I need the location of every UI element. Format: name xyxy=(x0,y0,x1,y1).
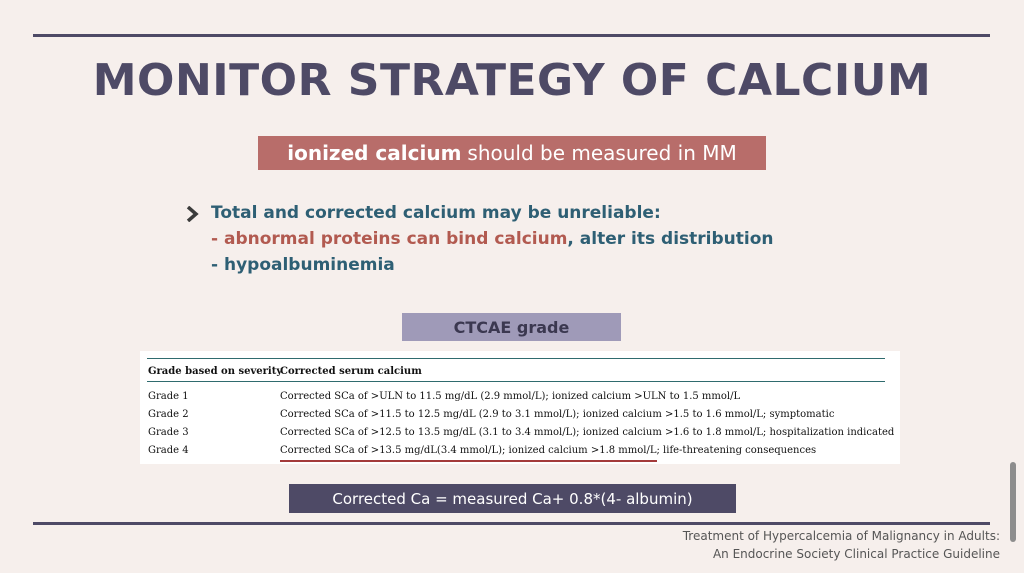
grade4-highlight-underline xyxy=(280,460,657,462)
bottom-divider xyxy=(33,522,990,525)
table-cell-calcium: Corrected SCa of >ULN to 11.5 mg/dL (2.9 mmol/L); ionized calcium >ULN to 1.5 mmol/L xyxy=(280,391,741,402)
chevron-right-icon xyxy=(185,206,201,222)
bullet-sub-proteins xyxy=(185,226,885,252)
table-row xyxy=(140,427,900,443)
bullet-list xyxy=(185,200,885,278)
bullet-main-text: Total and corrected calcium may be unreliable: xyxy=(211,203,661,223)
citation-line-2: An Endocrine Society Clinical Practice Guideline xyxy=(712,547,1000,561)
ionized-calcium-banner xyxy=(258,136,766,170)
banner-bold-text: ionized calcium xyxy=(287,141,462,165)
table-top-rule xyxy=(147,358,885,359)
table-cell-calcium: Corrected SCa of >11.5 to 12.5 mg/dL (2.9 to 3.1 mmol/L); ionized calcium >1.5 to 1.6 mmol/L; symptomatic xyxy=(280,409,835,420)
table-cell-grade: Grade 3 xyxy=(148,427,189,438)
banner-text: should be measured in MM xyxy=(467,141,737,165)
top-divider xyxy=(33,34,990,37)
table-cell-calcium: Corrected SCa of >12.5 to 13.5 mg/dL (3.1 to 3.4 mmol/L); ionized calcium >1.6 to 1.8 mmol/L; hospitalization indicated xyxy=(280,427,895,438)
table-cell-grade: Grade 1 xyxy=(148,391,189,402)
citation xyxy=(580,527,1000,563)
slide-title: MONITOR STRATEGY OF CALCIUM xyxy=(92,55,932,106)
table-cell-grade: Grade 2 xyxy=(148,409,189,420)
ctcae-grade-label: CTCAE grade xyxy=(402,313,621,341)
table-cell-calcium: Corrected SCa of >13.5 mg/dL(3.4 mmol/L); ionized calcium >1.8 mmol/L; life-threatening consequences xyxy=(280,445,817,456)
table-cell-grade: Grade 4 xyxy=(148,445,189,456)
table-row xyxy=(140,445,900,461)
table-row xyxy=(140,409,900,425)
bullet-sub-red-text: - abnormal proteins can bind calcium xyxy=(211,229,568,249)
bullet-sub2-text: - hypoalbuminemia xyxy=(211,255,395,275)
corrected-calcium-formula: Corrected Ca = measured Ca+ 0.8*(4- albumin) xyxy=(289,484,736,513)
bullet-main xyxy=(185,200,885,226)
bullet-sub-rest-text: , alter its distribution xyxy=(567,229,774,249)
bullet-sub-hypoalbuminemia xyxy=(185,252,885,278)
table-header-calcium: Corrected serum calcium xyxy=(280,366,422,377)
ctcae-table xyxy=(140,351,900,464)
table-header-rule xyxy=(147,381,885,382)
scrollbar-thumb[interactable] xyxy=(1010,462,1016,542)
citation-line-1: Treatment of Hypercalcemia of Malignancy in Adults: xyxy=(682,529,1000,543)
table-header-grade: Grade based on severity xyxy=(148,366,283,377)
table-row xyxy=(140,391,900,407)
